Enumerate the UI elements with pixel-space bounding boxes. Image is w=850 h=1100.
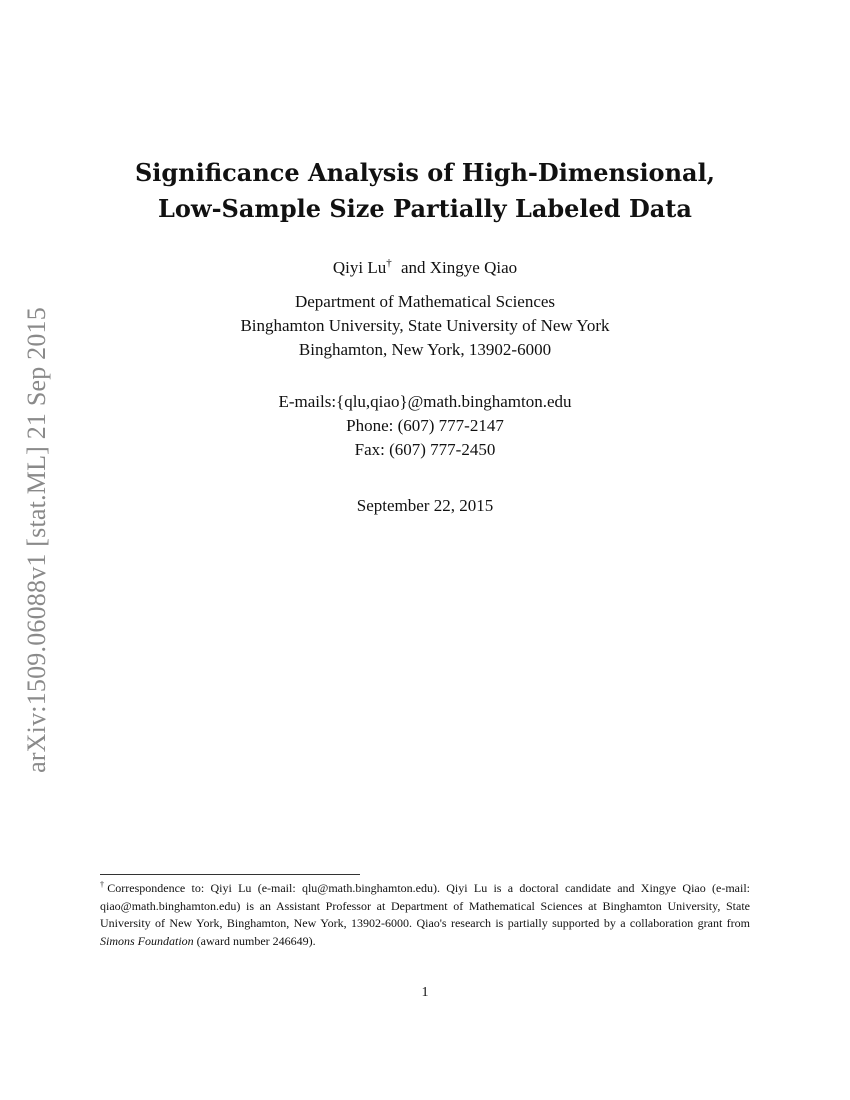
affiliation-department: Department of Mathematical Sciences xyxy=(294,292,556,311)
contact-emails: E-mails:{qlu,qiao}@math.binghamton.edu xyxy=(278,392,572,411)
affiliation-address: Binghamton, New York, 13902-6000 xyxy=(298,340,552,359)
footnote-foundation: Simons Foundation xyxy=(100,933,194,948)
contact-phone: Phone: (607) 777-2147 xyxy=(346,416,504,435)
contact-info xyxy=(0,390,850,462)
contact-fax: Fax: (607) 777-2450 xyxy=(354,440,496,459)
affiliation xyxy=(0,290,850,362)
footnote-marker: † xyxy=(100,880,108,889)
dagger-footnote-marker: † xyxy=(386,257,392,269)
author-list xyxy=(0,252,850,279)
footnote-text: Correspondence to: Qiyi Lu (e-mail: qlu@math.binghamton.edu). Qiyi Lu is a doctoral candidate and Xingye Qiao (e-mail: qiao@math.binghamton.edu) is an Assistant Professor at Department of Mathematical Sciences at Binghamton University, State University of New York, Binghamton, New York, 13902-6000. Qiao's research is partially supported by a collaboration grant from xyxy=(100,881,750,930)
author-name: Xingye Qiao xyxy=(429,258,518,277)
page-number: 1 xyxy=(421,985,429,1000)
author-connector: and xyxy=(400,258,426,277)
arxiv-identifier-stamp: arXiv:1509.06088v1 [stat.ML] 21 Sep 2015 xyxy=(22,307,51,773)
footnote xyxy=(100,876,750,950)
footnote-divider xyxy=(100,874,360,875)
footnote-text-end: (award number 246649). xyxy=(193,933,316,948)
author-name: Qiyi Lu xyxy=(332,258,387,277)
title-line-1: Significance Analysis of High-Dimensional, xyxy=(134,158,716,187)
publication-date: September 22, 2015 xyxy=(356,496,494,515)
title-line-2: Low-Sample Size Partially Labeled Data xyxy=(158,194,692,223)
paper-title xyxy=(0,155,850,227)
affiliation-university: Binghamton University, State University of New York xyxy=(240,316,610,335)
